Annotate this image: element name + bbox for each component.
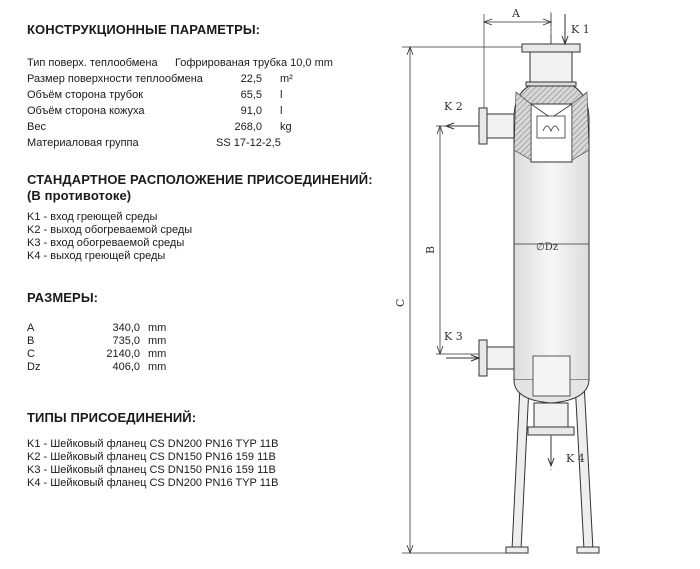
dim-unit: mm <box>148 348 167 360</box>
layout-subtitle: (В противотоке) <box>27 188 132 203</box>
param-label: Объём сторона кожуха <box>27 105 145 117</box>
label-k3: K 3 <box>444 330 463 343</box>
param-unit: l <box>280 89 283 101</box>
layout-item: K3 - вход обогреваемой среды <box>27 237 185 249</box>
layout-item: K1 - вход греющей среды <box>27 211 158 223</box>
nozzle-k3 <box>479 340 514 376</box>
param-value: 91,0 <box>240 105 262 117</box>
connection-item: K4 - Шейковый фланец CS DN200 PN16 TYP 11B <box>27 477 279 489</box>
param-label: Размер поверхности теплообмена <box>27 73 203 85</box>
params-title: КОНСТРУКЦИОННЫЕ ПАРАМЕТРЫ: <box>27 22 261 37</box>
layout-title: СТАНДАРТНОЕ РАСПОЛОЖЕНИЕ ПРИСОЕДИНЕНИЙ: <box>27 172 373 187</box>
nozzle-k1 <box>522 44 580 86</box>
dim-label: A <box>27 322 35 334</box>
param-value: SS 17-12-2,5 <box>216 137 281 149</box>
param-unit: kg <box>280 121 292 133</box>
label-k1: K 1 <box>571 23 590 36</box>
param-unit: l <box>280 105 283 117</box>
label-a: A <box>512 7 520 20</box>
param-label: Тип поверх. теплообмена <box>27 57 158 69</box>
param-value: Гофрированая трубка 10,0 mm <box>175 57 333 69</box>
label-b: B <box>424 245 437 254</box>
tube-sheet <box>537 116 565 138</box>
label-k2: K 2 <box>444 100 463 113</box>
param-value: 65,5 <box>240 89 262 101</box>
param-label: Материаловая группа <box>27 137 139 149</box>
dim-unit: mm <box>148 322 167 334</box>
param-value: 268,0 <box>234 121 262 133</box>
dim-value: 2140,0 <box>106 348 140 360</box>
connection-item: K3 - Шейковый фланец CS DN150 PN16 159 11B <box>27 464 276 476</box>
connections-title: ТИПЫ ПРИСОЕДИНЕНИЙ: <box>27 410 197 425</box>
dim-unit: mm <box>148 335 167 347</box>
layout-item: K2 - выход обогреваемой среды <box>27 224 193 236</box>
dim-label: B <box>27 335 35 347</box>
connection-item: K2 - Шейковый фланец CS DN150 PN16 159 11B <box>27 451 276 463</box>
dim-value: 406,0 <box>112 361 140 373</box>
param-unit: m² <box>280 73 293 85</box>
nozzle-k4 <box>528 403 574 435</box>
dim-label: C <box>27 348 35 360</box>
leg-foot <box>577 547 599 553</box>
param-label: Вес <box>27 121 46 133</box>
param-label: Объём сторона трубок <box>27 89 144 101</box>
connection-item: K1 - Шейковый фланец CS DN200 PN16 TYP 11B <box>27 438 279 450</box>
param-value: 22,5 <box>240 73 262 85</box>
dim-value: 735,0 <box>112 335 140 347</box>
leg-foot <box>506 547 528 553</box>
layout-item: K4 - выход греющей среды <box>27 250 166 262</box>
label-dz: ∅Dz <box>536 242 558 253</box>
dim-label: Dz <box>27 361 41 373</box>
nozzle-k2 <box>479 108 514 144</box>
label-k4: K 4 <box>566 452 585 465</box>
dims-title: РАЗМЕРЫ: <box>27 290 99 305</box>
dim-unit: mm <box>148 361 167 373</box>
dim-value: 340,0 <box>112 322 140 334</box>
label-c: C <box>394 298 407 307</box>
